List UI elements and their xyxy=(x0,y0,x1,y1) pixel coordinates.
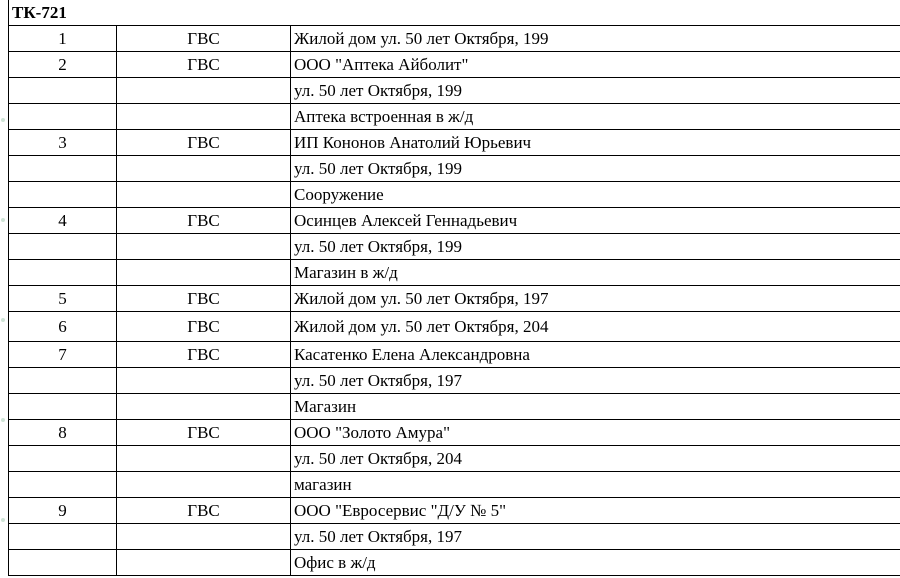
number-cell[interactable] xyxy=(9,524,117,550)
gutter-marker xyxy=(1,318,5,322)
description-cell[interactable]: Осинцев Алексей Геннадьевич xyxy=(291,208,900,234)
description-cell[interactable]: Сооружение xyxy=(291,182,900,208)
description-cell[interactable]: магазин xyxy=(291,472,900,498)
type-cell[interactable] xyxy=(117,234,291,260)
gutter-marker xyxy=(1,418,5,422)
number-cell[interactable]: 1 xyxy=(9,26,117,52)
data-table xyxy=(8,0,900,576)
number-cell[interactable] xyxy=(9,472,117,498)
table-row xyxy=(9,130,900,156)
table-row xyxy=(9,394,900,420)
type-cell[interactable]: ГВС xyxy=(117,312,291,342)
table-row xyxy=(9,524,900,550)
number-cell[interactable] xyxy=(9,182,117,208)
description-cell[interactable]: Касатенко Елена Александровна xyxy=(291,342,900,368)
table-row xyxy=(9,104,900,130)
type-cell[interactable]: ГВС xyxy=(117,52,291,78)
description-cell[interactable]: Жилой дом ул. 50 лет Октября, 197 xyxy=(291,286,900,312)
table-row xyxy=(9,260,900,286)
table-row xyxy=(9,446,900,472)
section-header-cell[interactable]: ТК-721 xyxy=(9,0,900,26)
table-row xyxy=(9,182,900,208)
description-cell[interactable]: ул. 50 лет Октября, 197 xyxy=(291,368,900,394)
description-cell[interactable]: ул. 50 лет Октября, 199 xyxy=(291,234,900,260)
type-cell[interactable]: ГВС xyxy=(117,208,291,234)
number-cell[interactable] xyxy=(9,78,117,104)
description-cell[interactable]: ИП Кононов Анатолий Юрьевич xyxy=(291,130,900,156)
type-cell[interactable]: ГВС xyxy=(117,498,291,524)
type-cell[interactable]: ГВС xyxy=(117,342,291,368)
number-cell[interactable] xyxy=(9,156,117,182)
type-cell[interactable] xyxy=(117,446,291,472)
number-cell[interactable] xyxy=(9,260,117,286)
number-cell[interactable] xyxy=(9,550,117,576)
row-gutter xyxy=(0,0,8,578)
type-cell[interactable] xyxy=(117,104,291,130)
gutter-marker xyxy=(1,118,5,122)
description-cell[interactable]: ул. 50 лет Октября, 204 xyxy=(291,446,900,472)
description-cell[interactable]: Аптека встроенная в ж/д xyxy=(291,104,900,130)
number-cell[interactable]: 5 xyxy=(9,286,117,312)
number-cell[interactable] xyxy=(9,368,117,394)
number-cell[interactable]: 7 xyxy=(9,342,117,368)
type-cell[interactable]: ГВС xyxy=(117,286,291,312)
table-row xyxy=(9,550,900,576)
number-cell[interactable]: 3 xyxy=(9,130,117,156)
number-cell[interactable] xyxy=(9,394,117,420)
number-cell[interactable]: 4 xyxy=(9,208,117,234)
number-cell[interactable]: 2 xyxy=(9,52,117,78)
table-row xyxy=(9,208,900,234)
table-row xyxy=(9,52,900,78)
table-row xyxy=(9,498,900,524)
number-cell[interactable]: 9 xyxy=(9,498,117,524)
table-row xyxy=(9,26,900,52)
table-row xyxy=(9,234,900,260)
number-cell[interactable]: 6 xyxy=(9,312,117,342)
header-row xyxy=(9,0,900,26)
number-cell[interactable]: 8 xyxy=(9,420,117,446)
type-cell[interactable]: ГВС xyxy=(117,26,291,52)
table-row xyxy=(9,420,900,446)
description-cell[interactable]: ООО "Золото Амура" xyxy=(291,420,900,446)
number-cell[interactable] xyxy=(9,446,117,472)
description-cell[interactable]: ул. 50 лет Октября, 199 xyxy=(291,78,900,104)
number-cell[interactable] xyxy=(9,234,117,260)
table-row xyxy=(9,78,900,104)
type-cell[interactable] xyxy=(117,394,291,420)
type-cell[interactable] xyxy=(117,472,291,498)
type-cell[interactable] xyxy=(117,368,291,394)
type-cell[interactable]: ГВС xyxy=(117,130,291,156)
number-cell[interactable] xyxy=(9,104,117,130)
description-cell[interactable]: ООО "Евросервис "Д/У № 5" xyxy=(291,498,900,524)
description-cell[interactable]: Жилой дом ул. 50 лет Октября, 204 xyxy=(291,312,900,342)
table-row xyxy=(9,312,900,342)
gutter-marker xyxy=(1,218,5,222)
gutter-marker xyxy=(1,518,5,522)
type-cell[interactable] xyxy=(117,550,291,576)
type-cell[interactable] xyxy=(117,156,291,182)
description-cell[interactable]: ООО "Аптека Айболит" xyxy=(291,52,900,78)
table-row xyxy=(9,472,900,498)
description-cell[interactable]: Магазин в ж/д xyxy=(291,260,900,286)
type-cell[interactable] xyxy=(117,524,291,550)
table-row xyxy=(9,286,900,312)
description-cell[interactable]: Магазин xyxy=(291,394,900,420)
type-cell[interactable] xyxy=(117,182,291,208)
type-cell[interactable] xyxy=(117,260,291,286)
description-cell[interactable]: ул. 50 лет Октября, 199 xyxy=(291,156,900,182)
table-row xyxy=(9,156,900,182)
type-cell[interactable]: ГВС xyxy=(117,420,291,446)
table-row xyxy=(9,368,900,394)
table-row xyxy=(9,342,900,368)
type-cell[interactable] xyxy=(117,78,291,104)
description-cell[interactable]: ул. 50 лет Октября, 197 xyxy=(291,524,900,550)
description-cell[interactable]: Жилой дом ул. 50 лет Октября, 199 xyxy=(291,26,900,52)
description-cell[interactable]: Офис в ж/д xyxy=(291,550,900,576)
